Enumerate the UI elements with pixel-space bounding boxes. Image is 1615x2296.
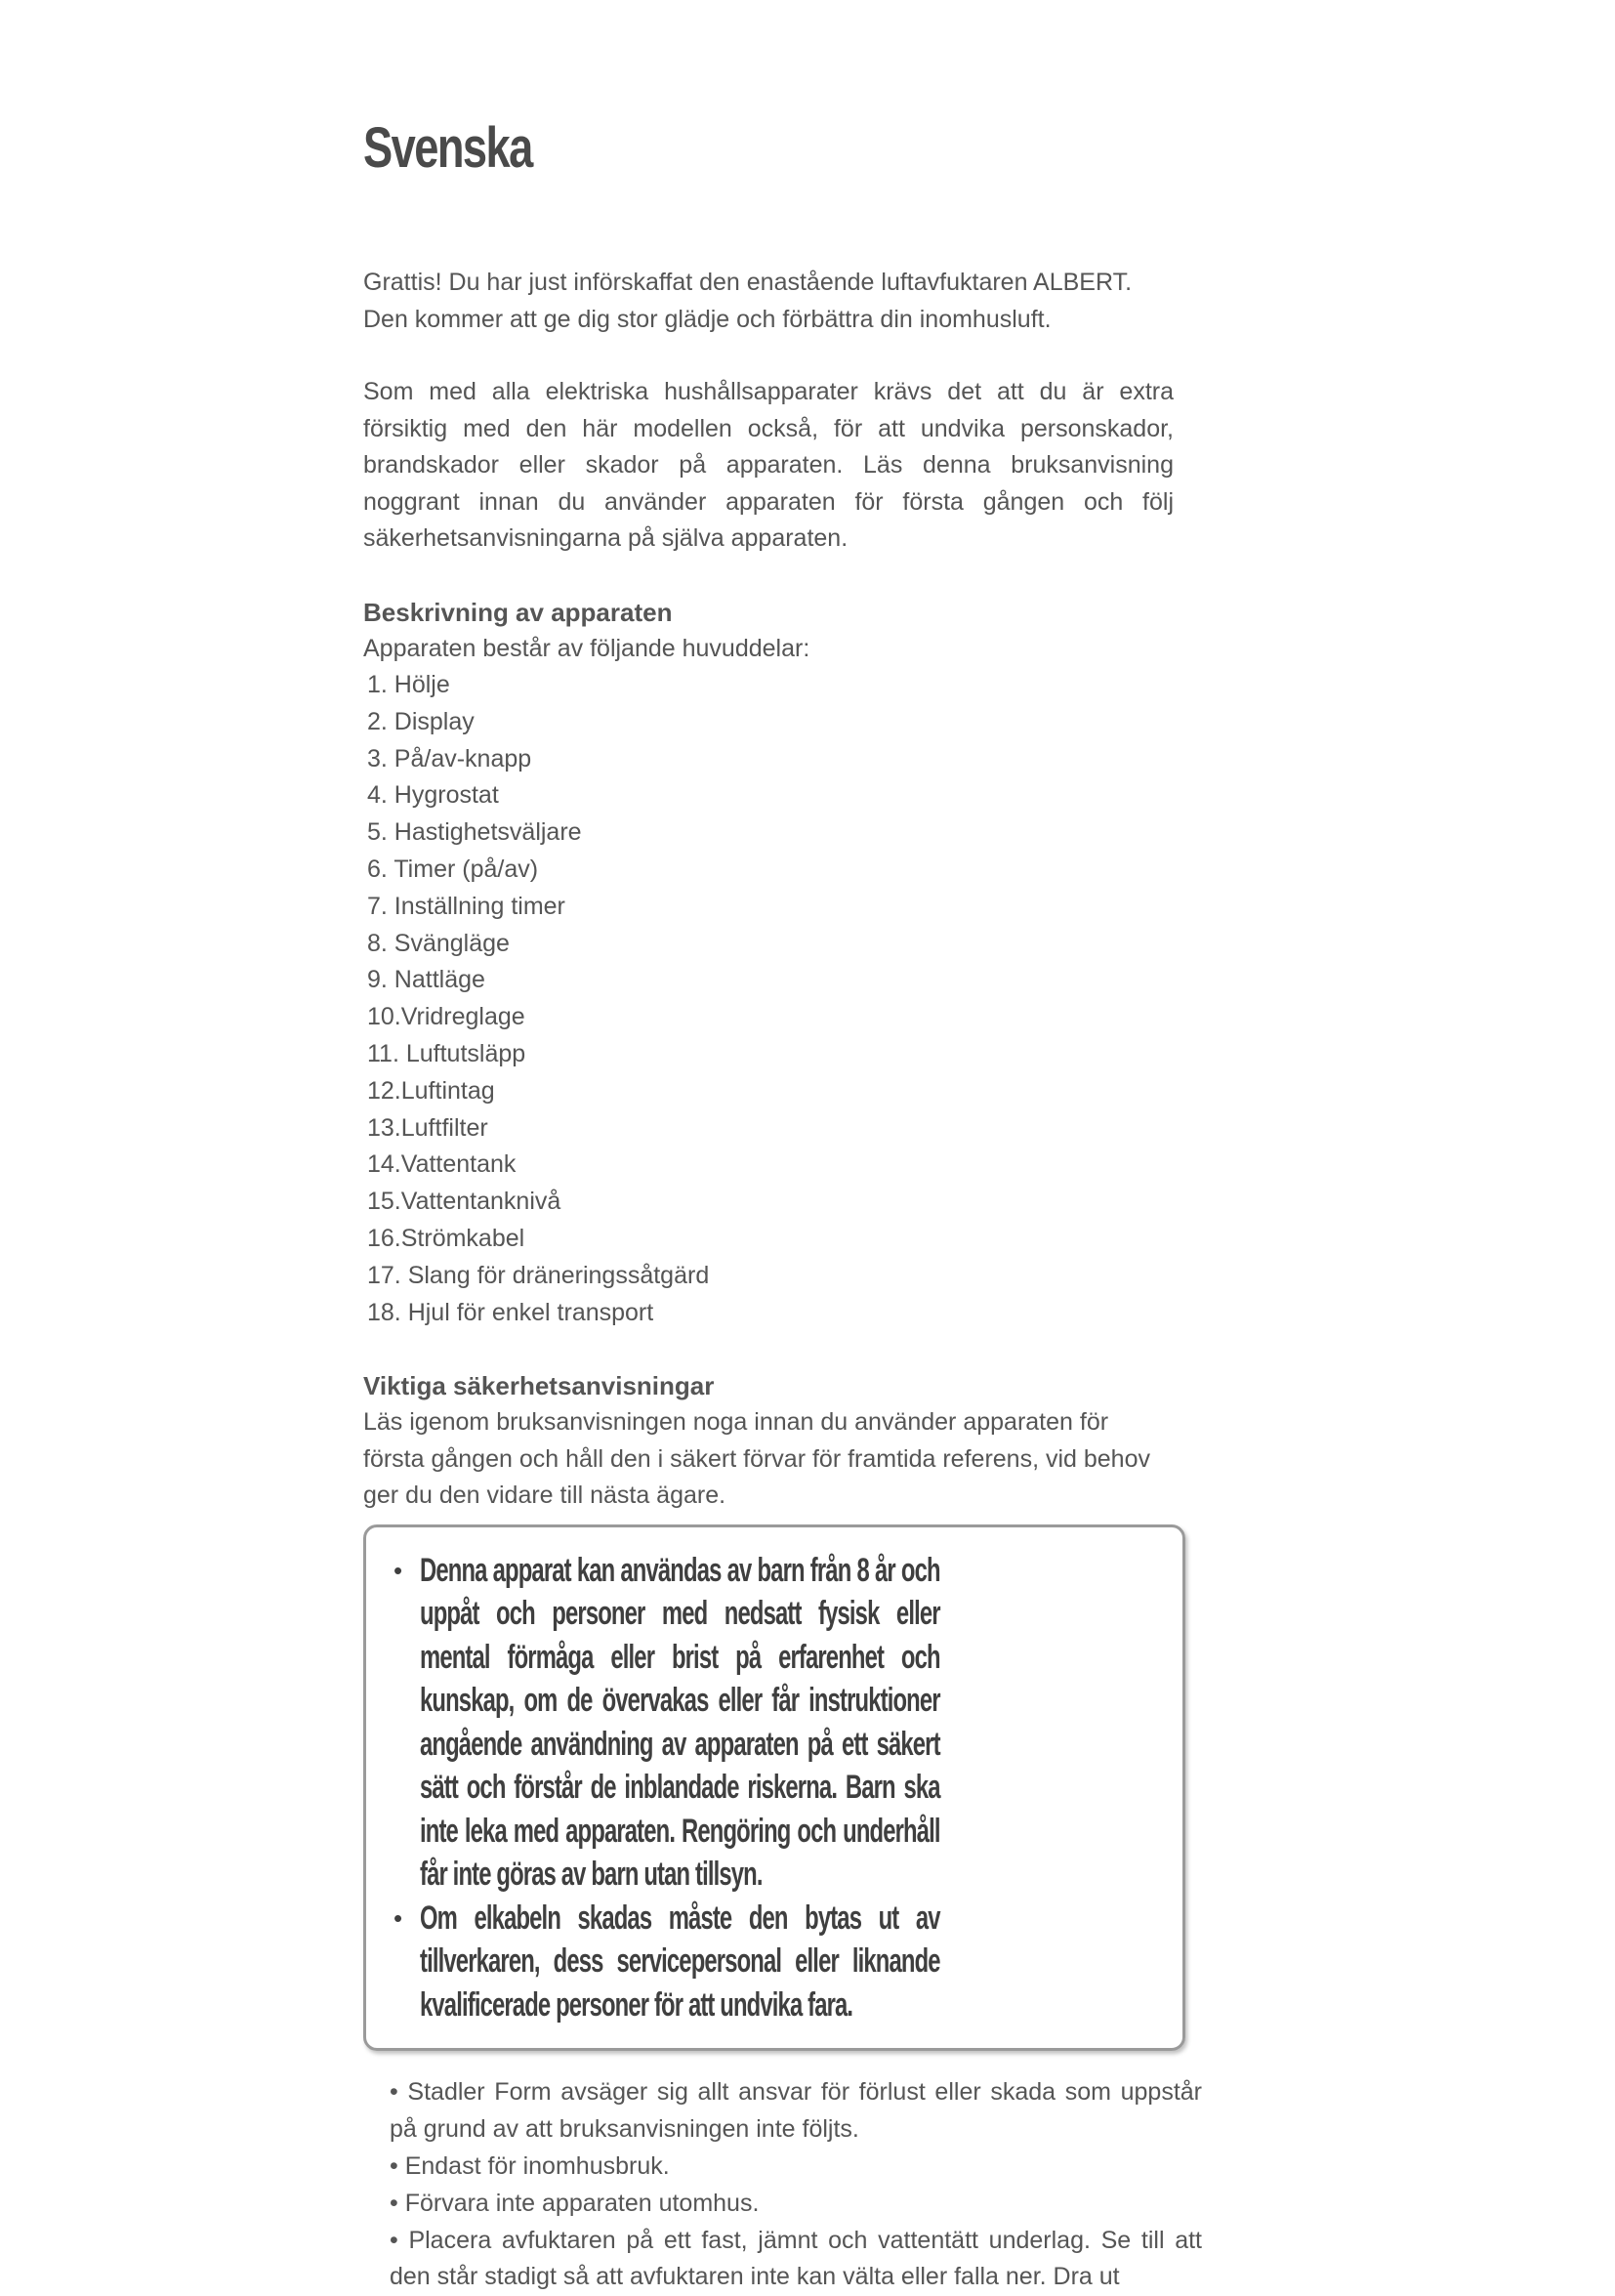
caution-paragraph: Som med alla elektriska hushållsapparater krävs det att du är extra försiktig med den här modellen också, för att undvika personskador, brandskador eller skador på apparaten. Läs denna bruksanvisning noggrant innan du använder apparaten för första gången och följ säkerhetsanvisningarna på själva apparaten. bbox=[363, 378, 1174, 552]
list-item: 3. På/av-knapp bbox=[367, 744, 532, 772]
intro-paragraph: Grattis! Du har just införskaffat den enastående luftavfuktaren ALBERT. Den kommer att ge dig stor glädje och förbättra din inomhusluft. bbox=[363, 269, 1133, 333]
description-heading: Beskrivning av apparaten bbox=[363, 597, 673, 627]
safety-points bbox=[363, 2074, 1202, 2296]
list-item: 7. Inställning timer bbox=[367, 892, 565, 920]
list-item: 2. Display bbox=[367, 707, 475, 735]
list-item: 4. Hygrostat bbox=[367, 781, 499, 810]
list-item: 18. Hjul för enkel transport bbox=[367, 1298, 654, 1326]
safety-lead: Läs igenom bruksanvisningen noga innan du använder apparaten för första gången och håll den i säkert förvar för framtida referens, vid behov ger du den vidare till nästa ägare. bbox=[363, 1408, 1150, 1510]
warning-text: Denna apparat kan användas av barn från 8 år och uppåt och personer med nedsatt fysisk eller mental förmåga eller brist på erfarenhet och kunskap, om de övervakas eller får instruktioner angående användning av apparaten på ett säkert sätt och förstår de inblandade riskerna. Barn ska inte leka med apparaten. Rengöring och underhåll får inte göras av barn utan tillsyn. bbox=[420, 1551, 940, 1894]
safety-point: • Förvara inte apparaten utomhus. bbox=[390, 2189, 760, 2217]
manual-page bbox=[363, 115, 1203, 2296]
list-item: 6. Timer (på/av) bbox=[367, 855, 539, 883]
safety-point: • Stadler Form avsäger sig allt ansvar för förlust eller skada som uppstår på grund av att bruksanvisningen inte följts. bbox=[390, 2078, 1202, 2144]
warning-text: Om elkabeln skadas måste den bytas ut av tillverkaren, dess servicepersonal eller liknande kvalificerade personer för att undvika fara. bbox=[420, 1899, 940, 2024]
safety-point: • Placera avfuktaren på ett fast, jämnt och vattentätt underlag. Se till att den står stadigt så att avfuktaren inte kan välta eller falla ner. Dra ut bbox=[390, 2226, 1202, 2291]
safety-point: • Endast för inomhusbruk. bbox=[390, 2151, 670, 2180]
page-title: Svenska bbox=[363, 116, 532, 180]
list-item: 14.Vattentank bbox=[367, 1150, 517, 1179]
description-lead: Apparaten består av följande huvuddelar: bbox=[363, 634, 810, 662]
list-item: 5. Hastighetsväljare bbox=[367, 818, 582, 847]
list-item: 9. Nattläge bbox=[367, 966, 485, 994]
safety-heading: Viktiga säkerhetsanvisningar bbox=[363, 1371, 715, 1401]
bullet-icon: • bbox=[393, 1555, 403, 1585]
list-item: 17. Slang för dräneringssåtgärd bbox=[367, 1261, 710, 1289]
parts-list bbox=[363, 667, 1203, 1331]
warning-box bbox=[363, 1524, 1185, 2052]
list-item: 16.Strömkabel bbox=[367, 1224, 525, 1252]
warning-item bbox=[393, 1897, 1163, 2027]
bullet-icon: • bbox=[393, 1902, 403, 1933]
list-item: 13.Luftfilter bbox=[367, 1113, 488, 1142]
list-item: 8. Svängläge bbox=[367, 929, 510, 957]
list-item: 12.Luftintag bbox=[367, 1076, 495, 1105]
list-item: 15.Vattentanknivå bbox=[367, 1188, 561, 1216]
list-item: 10.Vridreglage bbox=[367, 1003, 525, 1031]
warning-item bbox=[393, 1549, 1163, 1897]
list-item: 1. Hölje bbox=[367, 671, 450, 698]
list-item: 11. Luftutsläpp bbox=[367, 1039, 526, 1067]
